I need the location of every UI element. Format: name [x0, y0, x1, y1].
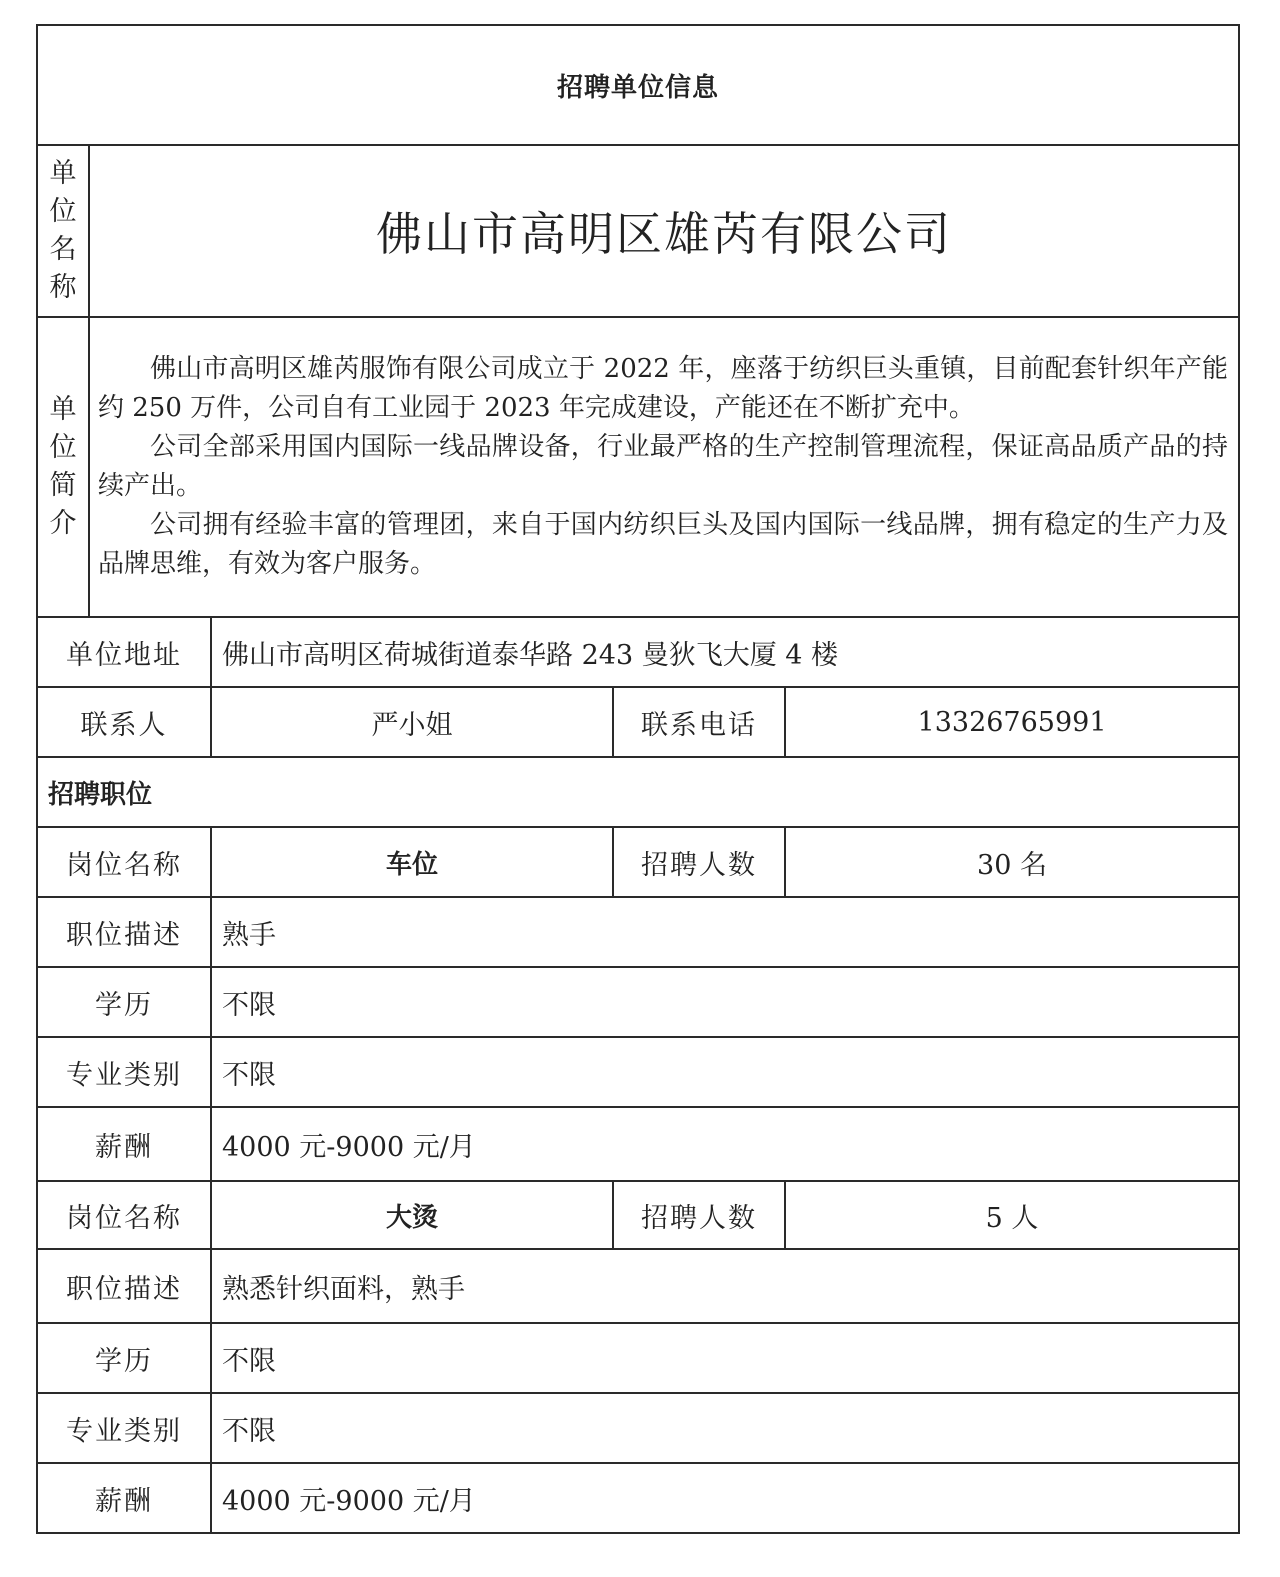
intro-paragraph: 公司全部采用国内国际一线品牌设备，行业最严格的生产控制管理流程，保证高品质产品的持续产出。 — [98, 432, 1229, 501]
position-salary: 4000 元-9000 元/月 — [211, 1107, 1239, 1181]
position-edu-label: 学历 — [37, 1323, 211, 1393]
position-salary: 4000 元-9000 元/月 — [211, 1463, 1239, 1533]
position-desc: 熟手 — [211, 897, 1239, 967]
recruitment-form — [36, 24, 1238, 1534]
intro-paragraph: 公司拥有经验丰富的管理团，来自于国内纺织巨头及国内国际一线品牌，拥有稳定的生产力及品牌思维，有效为客户服务。 — [98, 510, 1229, 579]
phone-label: 联系电话 — [613, 687, 785, 757]
position-edu-label: 学历 — [37, 967, 211, 1037]
position-name: 车位 — [211, 827, 613, 897]
phone-value: 13326765991 — [785, 687, 1239, 757]
company-intro-label: 单 位 简 介 — [37, 317, 89, 617]
position-salary-label: 薪酬 — [37, 1107, 211, 1181]
company-name-label: 单 位 名 称 — [37, 145, 89, 317]
position-major: 不限 — [211, 1393, 1239, 1463]
position-count-label: 招聘人数 — [613, 827, 785, 897]
position-count: 30 名 — [785, 827, 1239, 897]
position-major-label: 专业类别 — [37, 1393, 211, 1463]
position-desc-label: 职位描述 — [37, 897, 211, 967]
position-salary-label: 薪酬 — [37, 1463, 211, 1533]
contact-value: 严小姐 — [211, 687, 613, 757]
company-info-table — [36, 24, 1240, 1534]
form-title: 招聘单位信息 — [37, 25, 1239, 145]
position-desc-label: 职位描述 — [37, 1249, 211, 1323]
position-edu: 不限 — [211, 1323, 1239, 1393]
address-label: 单位地址 — [37, 617, 211, 687]
position-desc: 熟悉针织面料，熟手 — [211, 1249, 1239, 1323]
company-name: 佛山市高明区雄芮有限公司 — [89, 145, 1239, 317]
position-name-label: 岗位名称 — [37, 1181, 211, 1249]
intro-paragraph: 佛山市高明区雄芮服饰有限公司成立于 2022 年，座落于纺织巨头重镇，目前配套针织年产能约 250 万件，公司自有工业园于 2023 年完成建设，产能还在不断扩充中。 — [98, 354, 1229, 423]
positions-section-title: 招聘职位 — [37, 757, 1239, 827]
position-major: 不限 — [211, 1037, 1239, 1107]
position-major-label: 专业类别 — [37, 1037, 211, 1107]
position-name: 大烫 — [211, 1181, 613, 1249]
position-count: 5 人 — [785, 1181, 1239, 1249]
position-edu: 不限 — [211, 967, 1239, 1037]
address-value: 佛山市高明区荷城街道泰华路 243 曼狄飞大厦 4 楼 — [211, 617, 1239, 687]
position-name-label: 岗位名称 — [37, 827, 211, 897]
position-count-label: 招聘人数 — [613, 1181, 785, 1249]
contact-label: 联系人 — [37, 687, 211, 757]
company-intro — [89, 317, 1239, 617]
